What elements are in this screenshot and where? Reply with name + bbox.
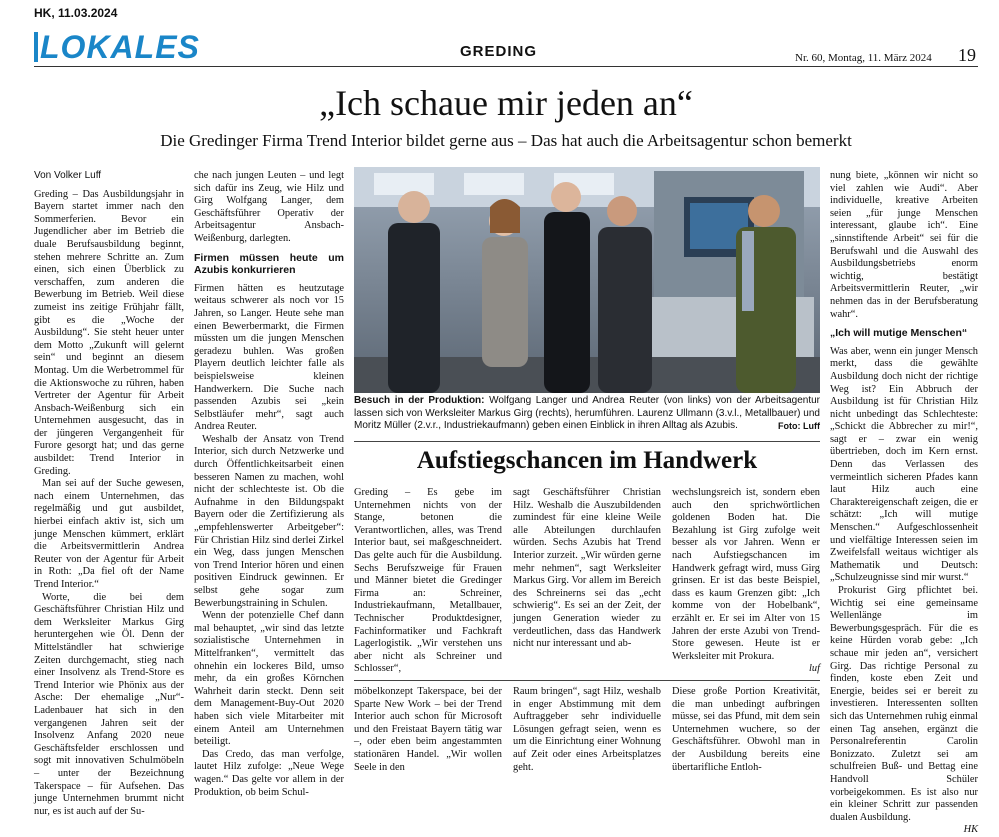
date-line: HK, 11.03.2024 [34,6,118,20]
column-2 [194,170,344,799]
paragraph: wechslungsreich ist, sondern eben auch den sprichwörtlichen goldenen Boden hat. Die Bezahlung ist Girg zufolge weit besser als vor Jahren. Wenn er nach Aufstiegschancen im Handwerk gefragt wird, muss Girg grinsen. Er ist das beste Beispiel, dass es kaum Grenzen gibt: „Ich komme von der Hobelbank“, erzählt er. Er sei im Alter von 15 Jahren der erste Azubi von Trend-Store gewesen. Heute ist er Werksleiter mit Prokura. [672,487,820,662]
infobox-title: Aufstiegschancen im Handwerk [416,447,758,474]
paragraph: sagt Geschäftsführer Christian Hilz. Weshalb die Auszubildenden zumindest für eine kleine Weile alle Abteilungen durchlaufen würden. Sechs Azubis hat Trend Interior zurzeit. „Wir würden gerne mehr nehmen“, sagt Werksleiter Markus Girg. Vor allem im Bereich des Schreinerns sei das „echt schwierig“. Es sei an der Zeit, der jungen Generation wieder zu verdeutlichen, dass das Handwerk nicht nur interessant und ab- [513,487,661,650]
paragraph: möbelkonzept Takerspace, bei der Sparte New Work – bei der Trend Interior auch schon für Microsoft und den Freistaat Bayern tätig war –, oder eben beim angestammten stationären Handel. „Wir wollen Seele in den [354,686,502,773]
paragraph: Man sei auf der Suche gewesen, nach einem Unternehmen, das regelmäßig und gut ausbildet, hierbei einfach aktiv ist, sich um junge Menschen kümmert, erklärt die Arbeitsvermittlerin Andrea Reuter von der Agentur für Arbeit in Roth: „Da fiel oft der Name Trend Interior.“ [34,478,184,590]
section-header [34,30,248,64]
paragraph: Weshalb der Ansatz von Trend Interior, sich durch Netzwerke und durch Öffentlichkeitsarbeit einen besseren Namen zu machen, wohl nicht der schlechteste ist. Ob die Aufnahme in den Bildungspakt Bayern oder die Zertifizierung als „empfehlenswerter Arbeitgeber“: Für Christian Hilz sind derlei Zirkel ein Weg, dass jungen Menschen von Trend Interior hören und einen positiven Eindruck gewinnen. Er selbst gehe sogar zum Bewerbungstraining in Schulen. [194,433,344,609]
infobox-bottom-rule [354,680,820,681]
column-6 [830,170,978,837]
page-number: 19 [958,45,976,65]
headline: „Ich schaue mir jeden an“ [319,83,693,123]
subheading: „Ich will mutige Menschen“ [830,327,968,340]
article-signature: HK [963,824,978,836]
paragraph: Raum bringen“, sagt Hilz, weshalb in enger Abstimmung mit dem Auftraggeber sehr individuelle Lösungen gefragt seien, wenn es um die Einrichtung einer Wohnung auf Zeit oder eines Arbeitsplatzes geht. [513,686,661,773]
article-photo [354,167,820,393]
infobox-top-rule [354,441,820,442]
paragraph: Wenn der potenzielle Chef dann mal behauptet, „wir sind das letzte sozialistische Unternehmen in Mittelfranken“, vermittelt das ohnehin ein lockeres Bild, umso mehr, da ein großes Körnchen Wahrheit darin steckt. Denn seit dem Management-Buy-Out 2020 haben sich viele Mitarbeiter mit einem Anteil am Unternehmen beteiligt. [194,610,344,748]
issue-line: Nr. 60, Montag, 11. März 2024 [795,52,932,64]
subhead: Die Gredinger Firma Trend Interior bildet gerne aus – Das hat auch die Arbeitsagentur schon bemerkt [160,131,852,150]
section-bar [34,32,38,62]
paragraph: Greding – Das Ausbildungsjahr in Bayern startet immer nach den Sommerferien. Bevor ein Jugendlicher aber im Betrieb die duale Berufsausbildung beginnt, stehen mehrere Schritte an. Zum einen, sich einen Überblick zu verschaffen, zum anderen die Bewerbung im Betrieb. Weil diese zumeist ins zeitige Frühjahr fällt, gibt es die „Woche der Ausbildung“. Sie steht heuer unter dem Motto „Zukunft will gelernt sein“ und beginnt an diesem Montag. Um die Werbetrommel für die Aktionswoche zu rühren, haben Vertreter der Agentur für Arbeit Ansbach-Weißenburg sich ein Unternehmen ausgesucht, das in der jüngeren Vergangenheit für Furore gesorgt hat; und das gerne ausbildet: Trend Interior in Greding. [34,188,184,477]
paragraph: che nach jungen Leuten – und legt sich dafür ins Zeug, wie Hilz und Girg Wolfgang Langer, dem Geschäftsführer Operativ der Arbeitsagentur Ansbach-Weißenburg, darlegten. [194,170,344,244]
column-5 [672,686,820,774]
author-line: Von Volker Luff [34,170,102,181]
infobox-column-b [513,487,661,651]
subheading: Firmen müssen heute um Azubis konkurrieren [194,251,344,277]
infobox-column-a [354,487,502,676]
paragraph: Was aber, wenn ein junger Mensch merkt, dass die gewählte Ausbildung doch nicht der richtige Weg ist? Ein Abbruch der Ausbildung ist für Christian Hilz nicht unbedingt das Schlechteste: „Schickt die Abbrecher zu mir!“, sagt er – zwar ein wenig übertrieben, doch im Kern ernst. Denn das Verlassen des vermeintlich sicheren Pfades kann laut Hilz auch eine Charaktereigenschaft zeigen, die er schätzt: „Ich will mutige Menschen.“ Aufgeschlossenheit und vielfältige Interessen seien im Zweifelsfall weitaus wichtiger als Mathematik und Deutsch: „Schulzeugnisse sind mir wurst.“ [830,345,978,584]
infobox-signature: luf [809,663,820,675]
paragraph: Das Credo, das man verfolge, lautet Hilz zufolge: „Neue Wege wagen.“ Das gelte vor allem in der Produktion, ob beim Schul- [194,748,344,798]
caption-text: Wolfgang Langer und Andrea Reuter (von links) von der Arbeitsagentur lassen sich von Werksleiter Markus Girg (rechts), herumführen. Laurenz Ullmann (3.v.l., Metallbauer) und Moritz Müller (2.v.r., Industriekaufmann) geben einen Einblick in ihren Alltag als Azubis. [354,395,821,432]
photo-credit: Foto: Luff [778,421,820,432]
paragraph: Prokurist Girg pflichtet bei. Wichtig sei eine gemeinsame Wellenlänge im Bewerbungsgespräch. Für die es keine Hürden vorab gebe: „Ich schaue mir jeden an“, versichert Girg. Das richtige Personal zu finden, koste eben Zeit und Energie, beides sei er bereit zu investieren. Interessenten sollten sich das Unternehmen ruhig einmal einen Tag ansehen, ergänzt die Personalreferentin Carolin Bonizzato. Zuletzt sei am schulfreien Buß- und Bettag eine Handvoll Schüler vorbeigekommen. Es ist also nur ein kleiner Schritt zur passenden dualen Ausbildung. [830,585,978,823]
paragraph: nung biete, „können wir nicht so viel zahlen wie Audi“. Aber individuelle, kreative Arbeiten seien „für junge Menschen interessant, glaube ich“. Eine „sinnstiftende Arbeit“ sei für die Berufswahl und die Auswahl des Ausbildungsbetriebs enorm wichtig, bestätigt Arbeitsvermittlerin Reuter, „wir nehmen das in der Berufsberatung wahr“. [830,170,978,320]
caption-lead: Besuch in der Produktion: [354,395,485,406]
column-4 [513,686,661,774]
photo-caption [354,395,820,433]
paragraph: Worte, die bei dem Geschäftsführer Christian Hilz und dem Werksleiter Markus Girg heruntergehen wie Öl. Denn der Mittelständler hat schwierige Zeiten durchgemacht, stieg nach einer Insolvenz als Trend-Store es Trend Interior wie Phönix aus der Asche: Der ehemalige „Nur“-Ladenbauer hat sich in den vergangenen Jahren seit der Insolvenz Anfang 2020 neue Geschäftsfelder erschlossen und sogt mit innovativen Schulmöbeln – unter der Bezeichnung Takerspace – für Aufsehen. Das junge Unternehmen brummt nicht nur, es ist auch auf der Su- [34,591,184,817]
town-label: GREDING [460,43,538,60]
infobox-column-c [672,487,820,676]
paragraph: Greding – Es gebe im Unternehmen nichts von der Stange, betonen die Verantwortlichen, alles, was Trend Interior baut, sei maßgeschneidert. Das gelte auch für die Ausbildung. Sechs Berufszweige für Frauen und Männer bietet die Gredinger Firma an: Schreiner, Industriekaufmann, Metallbauer, Technischer Produktdesigner, Fachinformatiker und Fachkraft Lagerlogistik. „Wir verstehen uns aber nicht als Schreiner und Schlosser“, [354,487,502,675]
section-label: LOKALES [40,29,200,65]
header-rule [34,66,978,67]
paragraph: Diese große Portion Kreativität, die man unbedingt aufbringen müsse, sei das Pfund, mit dem sein Unternehmen wuchere, so der Geschäftsführer. Obwohl man in der Ausbildung bereits eine übertarifliche Entloh- [672,686,820,773]
column-1 [34,170,184,818]
column-3 [354,686,502,774]
paragraph: Firmen hätten es heutzutage weitaus schwerer als noch vor 15 Jahren, so Langer. Heute sehe man einen Bewerbermarkt, die Firmen müssten um die jungen Menschen geradezu buhlen. Was großen Playern deutlich leichter falle als beispielsweise kleinen Handwerkern. Die Suche nach passenden Azubis sei „kein Selbstläufer mehr“, sagt auch Andrea Reuter. [194,282,344,433]
photo-illustration [354,167,820,393]
